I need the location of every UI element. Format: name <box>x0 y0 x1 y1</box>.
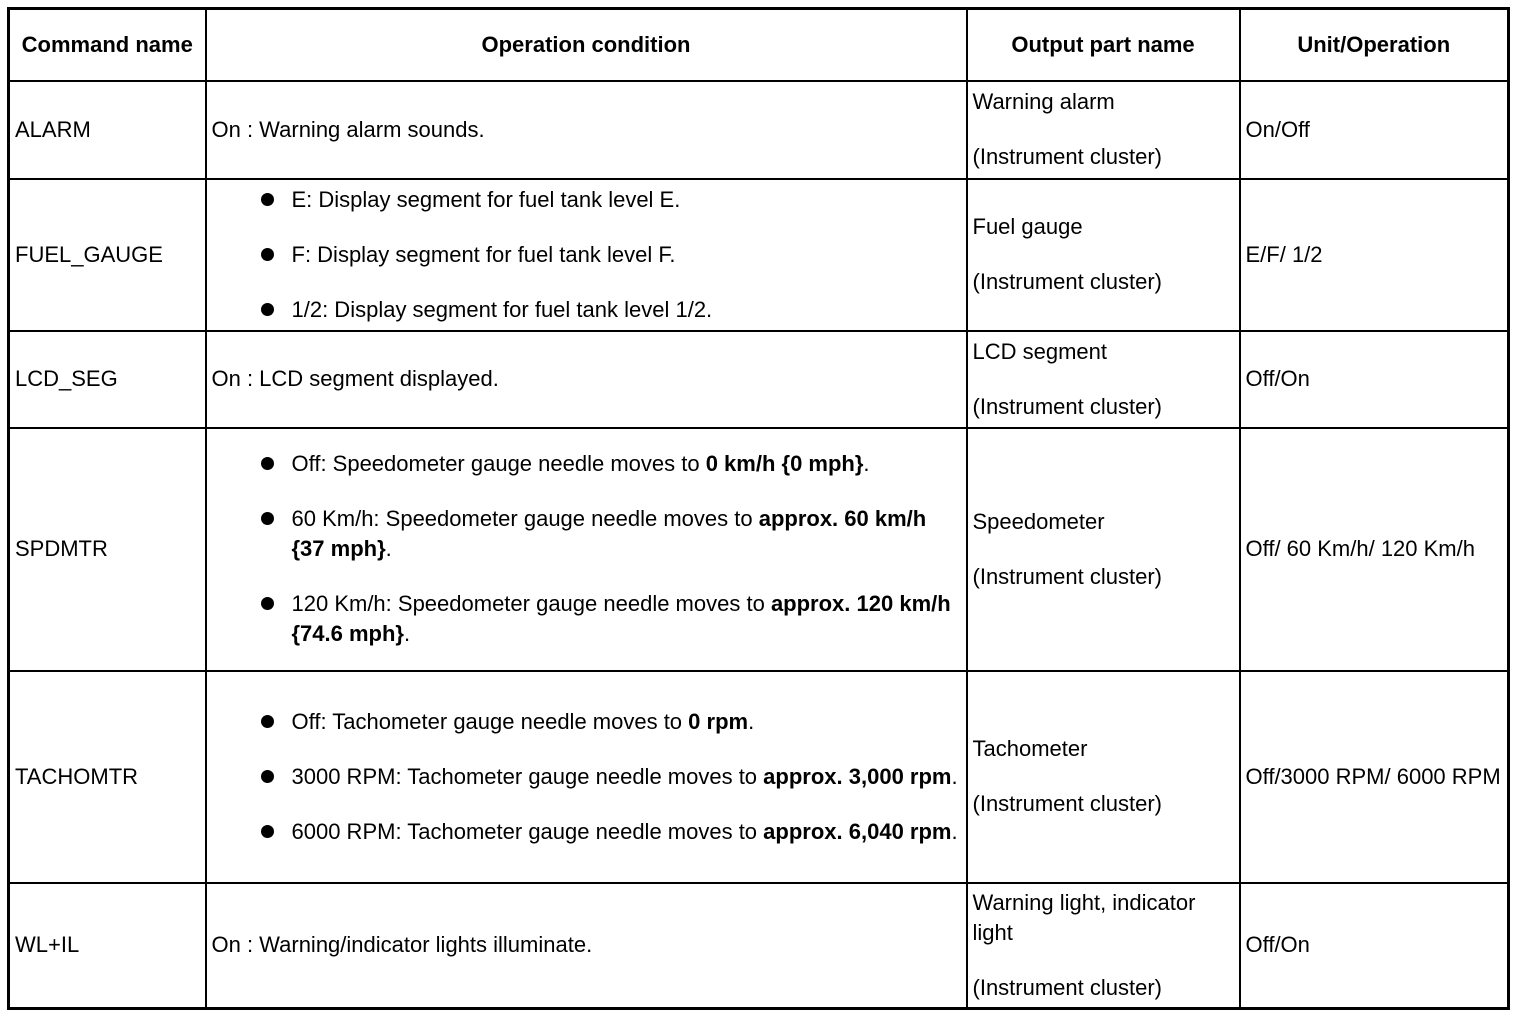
output-part-name: Speedometer <box>972 508 1105 534</box>
command-cell: FUEL_GAUGE <box>9 179 206 331</box>
output-location: (Instrument cluster) <box>972 393 1162 419</box>
command-cell: WL+IL <box>9 883 206 1009</box>
output-cell <box>967 331 1240 428</box>
output-part-name: Warning alarm <box>972 89 1115 114</box>
header-command-name: Command name <box>9 9 206 81</box>
header-row <box>9 9 1509 81</box>
unit-cell: Off/On <box>1240 331 1509 428</box>
output-part-name: Tachometer <box>972 736 1088 761</box>
condition-item: 1/2: Display segment for fuel tank level 1/2. <box>292 295 961 325</box>
output-location: (Instrument cluster) <box>972 791 1162 816</box>
condition-cell: On : Warning alarm sounds. <box>206 81 967 179</box>
condition-list <box>212 707 961 847</box>
condition-item: 120 Km/h: Speedometer gauge needle moves to approx. 120 km/h {74.6 mph}. <box>292 589 961 649</box>
condition-list <box>212 449 961 649</box>
condition-list <box>212 185 961 325</box>
header-output-part-name: Output part name <box>967 9 1240 81</box>
condition-item: Off: Tachometer gauge needle moves to 0 rpm. <box>292 707 961 737</box>
command-cell: LCD_SEG <box>9 331 206 428</box>
output-part-name: Fuel gauge <box>972 214 1083 239</box>
condition-item: 3000 RPM: Tachometer gauge needle moves to approx. 3,000 rpm. <box>292 762 961 792</box>
command-cell: TACHOMTR <box>9 671 206 883</box>
output-cell <box>967 428 1240 671</box>
unit-cell: Off/ 60 Km/h/ 120 Km/h <box>1240 428 1509 671</box>
output-part-name: Warning light, indicator light <box>972 889 1196 945</box>
unit-cell: E/F/ 1/2 <box>1240 179 1509 331</box>
condition-item: F: Display segment for fuel tank level F. <box>292 240 961 270</box>
header-operation-condition: Operation condition <box>206 9 967 81</box>
unit-cell: Off/On <box>1240 883 1509 1009</box>
output-location: (Instrument cluster) <box>972 269 1162 294</box>
command-cell: SPDMTR <box>9 428 206 671</box>
condition-cell: On : Warning/indicator lights illuminate. <box>206 883 967 1009</box>
output-cell <box>967 883 1240 1009</box>
condition-item: Off: Speedometer gauge needle moves to 0 km/h {0 mph}. <box>292 449 961 479</box>
condition-item: 6000 RPM: Tachometer gauge needle moves to approx. 6,040 rpm. <box>292 817 961 847</box>
output-cell <box>967 179 1240 331</box>
table-row <box>9 331 1509 428</box>
header-unit-operation: Unit/Operation <box>1240 9 1509 81</box>
output-cell <box>967 671 1240 883</box>
condition-item: E: Display segment for fuel tank level E. <box>292 185 961 215</box>
output-location: (Instrument cluster) <box>972 563 1162 589</box>
output-part-name: LCD segment <box>972 338 1108 364</box>
output-location: (Instrument cluster) <box>972 974 1162 1000</box>
table-row <box>9 671 1509 883</box>
condition-cell <box>206 671 967 883</box>
command-cell: ALARM <box>9 81 206 179</box>
condition-item: 60 Km/h: Speedometer gauge needle moves to approx. 60 km/h {37 mph}. <box>292 504 961 564</box>
table-row <box>9 428 1509 671</box>
unit-cell: On/Off <box>1240 81 1509 179</box>
table-row <box>9 179 1509 331</box>
condition-cell <box>206 179 967 331</box>
output-cell <box>967 81 1240 179</box>
condition-cell <box>206 428 967 671</box>
table-row <box>9 81 1509 179</box>
command-table <box>7 7 1510 1010</box>
unit-cell: Off/3000 RPM/ 6000 RPM <box>1240 671 1509 883</box>
table-row <box>9 883 1509 1009</box>
output-location: (Instrument cluster) <box>972 144 1162 169</box>
condition-cell: On : LCD segment displayed. <box>206 331 967 428</box>
